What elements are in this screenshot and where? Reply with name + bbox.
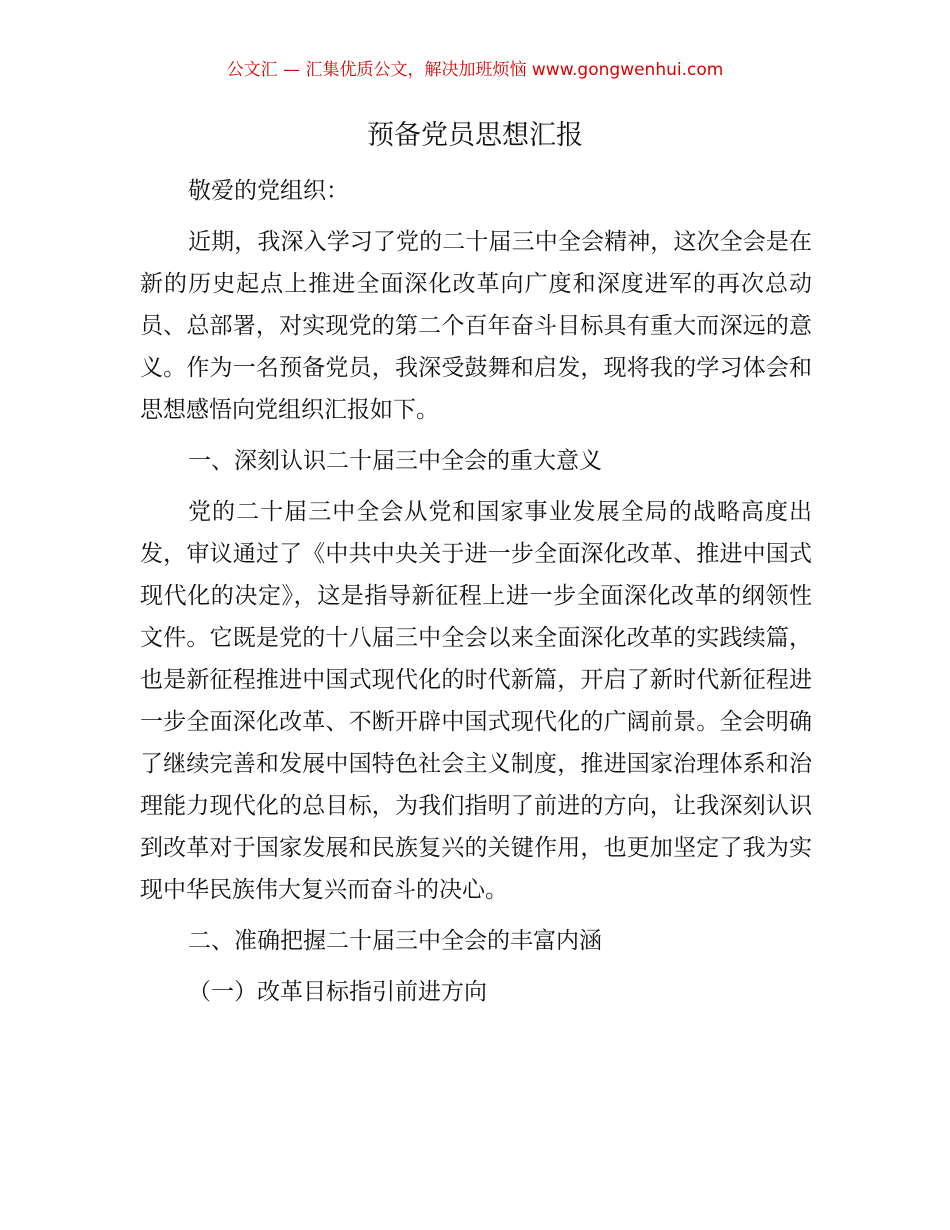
salutation: 敬爱的党组织： — [188, 178, 349, 204]
section-1-paragraph: 党的二十届三中全会从党和国家事业发展全局的战略高度出发，审议通过了《中共中央关于进一步全面深化改革、推进中国式现代化的决定》，这是指导新征程上进一步全面深化改革的纲领性文件。它既是党的十八届三中全会以来全面深化改革的实践续篇，也是新征程推进中国式现代化的时代新篇，开启了新时代新征程进一步全面深化改革、不断开辟中国式现代化的广阔前景。全会明确了继续完善和发展中国特色社会主义制度，推进国家治理体系和治理能力现代化的总目标，为我们指明了前进的方向，让我深刻认识到改革对于国家发展和民族复兴的关键作用，也更加坚定了我为实现中华民族伟大复兴而奋斗的决心。 — [140, 499, 812, 903]
section-2-heading: 二、准确把握二十届三中全会的丰富内涵 — [188, 928, 602, 954]
intro-paragraph: 近期，我深入学习了党的二十届三中全会精神，这次全会是在新的历史起点上推进全面深化改革向广度和深度进军的再次总动员、总部署，对实现党的第二个百年奋斗目标具有重大而深远的意义。作为一名预备党员，我深受鼓舞和启发，现将我的学习体会和思想感悟向党组织汇报如下。 — [140, 229, 812, 423]
site-banner: 公文汇 — 汇集优质公文，解决加班烦恼 www.gongwenhui.com — [226, 60, 724, 80]
section-1-heading: 一、深刻认识二十届三中全会的重大意义 — [188, 448, 602, 474]
document-body — [140, 170, 812, 1022]
section-2-subheading-1: （一）改革目标指引前进方向 — [188, 979, 487, 1005]
document-title: 预备党员思想汇报 — [367, 120, 583, 151]
